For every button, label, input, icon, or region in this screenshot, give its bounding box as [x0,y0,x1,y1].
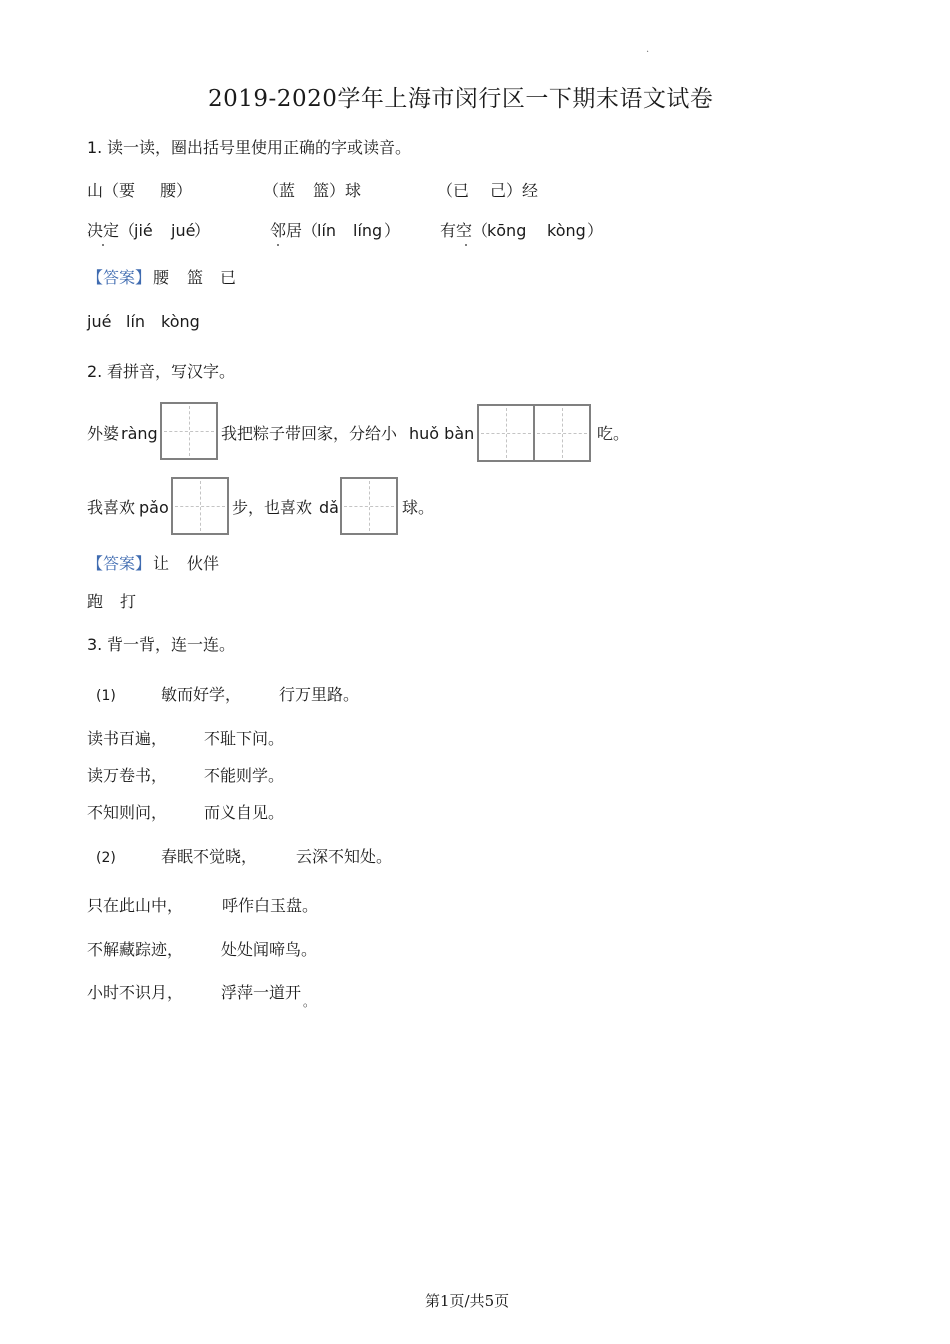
q1-item-1a: 山（要 [87,181,136,200]
q1-word-1: 决定 [87,221,120,240]
q1-pinyin-2a: lín [317,221,337,240]
q1-item-2a: （蓝 [263,181,296,200]
q3-part2-left-1: 只在此山中， [87,896,184,915]
q3-part2-left-3: 小时不识月， [87,983,184,1002]
q1-number: 1. [87,138,103,157]
q1-pinyin-1b: jué [171,221,196,240]
q3-part2-left-2: 不解藏踪迹， [87,940,184,959]
q1-prompt: 读一读，圈出括号里使用正确的字或读音。 [107,138,412,157]
emphasis-dot [102,244,104,246]
writing-box-huo[interactable] [477,404,535,462]
q1-item-1b: 腰） [160,181,193,200]
q1-pinyin-2b: líng [353,221,383,240]
q1-item-3b: 己）经 [490,181,539,200]
q1-answer-pinyin-3: kòng [161,312,200,331]
q3-part1-left-1: 读书百遍， [87,729,168,748]
q1-pinyin-3b: kòng [547,221,586,240]
q3-part1-right-top: 行万里路。 [279,685,360,704]
q3-part1-right-2: 不能则学。 [204,766,285,785]
q1-item-3a: （已 [437,181,470,200]
writing-box-ban[interactable] [533,404,591,462]
q3-part1-left-3: 不知则问， [87,803,168,822]
q2-line1-pinyin-2: huǒ bàn [409,424,475,443]
q3-part2-right-2: 处处闻啼鸟。 [221,940,318,959]
q2-line2-pinyin-2: dǎ [319,498,339,517]
page-footer: 第1页/共5页 [425,1292,510,1310]
q2-line2-text-a: 我喜欢 [87,498,136,517]
q2-line1-pinyin-1: ràng [121,424,158,443]
q1-open-2: （ [302,221,319,240]
q2-answer-1: 让 [153,554,170,573]
q2-prompt: 看拼音，写汉字。 [107,362,236,381]
q2-line2-pinyin-1: pǎo [139,498,169,517]
q3-prompt: 背一背，连一连。 [107,635,236,654]
q2-number: 2. [87,362,103,381]
q1-pinyin-3a: kōng [487,221,527,240]
q3-part2-right-3: 浮萍一道开 [221,983,302,1002]
q2-line1-text-a: 外婆 [87,424,120,443]
q3-number: 3. [87,635,103,654]
q2-answer-tag: 【答案】 [87,554,152,573]
emphasis-dot [465,244,467,246]
q1-close-2: ） [384,221,401,240]
q2-answer-2: 伙伴 [187,554,220,573]
q2-line1-text-b: 我把粽子带回家，分给小 [221,424,398,443]
q2-line1-text-c: 吃。 [597,424,630,443]
q1-answer-pinyin-1: jué [87,312,112,331]
q2-answer-4: 打 [120,592,137,611]
q1-pinyin-1a: jié [134,221,153,240]
writing-box-rang[interactable] [160,402,218,460]
q3-part1-right-3: 而义自见。 [204,803,285,822]
q1-answer-char-1: 腰 [153,268,170,287]
q1-word-2: 邻居 [270,221,303,240]
q1-close-3: ） [587,221,604,240]
q3-part2-last-mark: 。 [303,995,316,1009]
q1-open-1: （ [119,221,136,240]
writing-box-pao[interactable] [171,477,229,535]
q1-answer-tag: 【答案】 [87,268,152,287]
q1-open-3: （ [472,221,489,240]
q2-line2-text-c: 球。 [402,498,435,517]
q3-part1-label: (1) [96,688,116,704]
q1-answer-pinyin-2: lín [126,312,146,331]
q3-part2-right-1: 呼作白玉盘。 [222,896,319,915]
writing-box-da[interactable] [340,477,398,535]
emphasis-dot [277,244,279,246]
q1-answer-char-2: 篮 [187,268,204,287]
q3-part1-left-2: 读万卷书， [87,766,168,785]
q1-close-1: ） [194,221,211,240]
corner-mark: . [646,44,650,55]
q1-item-2b: 篮）球 [313,181,362,200]
q1-answer-char-3: 已 [220,268,237,287]
q1-word-3: 有空 [440,221,473,240]
q3-part2-label: (2) [96,850,116,866]
q3-part1-right-1: 不耻下问。 [204,729,285,748]
q2-line2-text-b: 步，也喜欢 [232,498,313,517]
q3-part1-left-top: 敏而好学， [161,685,242,704]
page-title: 2019-2020学年上海市闵行区一下期末语文试卷 [208,86,714,112]
q2-answer-3: 跑 [87,592,104,611]
q3-part2-left-top: 春眠不觉晓， [161,847,258,866]
q3-part2-right-top: 云深不知处。 [296,847,393,866]
